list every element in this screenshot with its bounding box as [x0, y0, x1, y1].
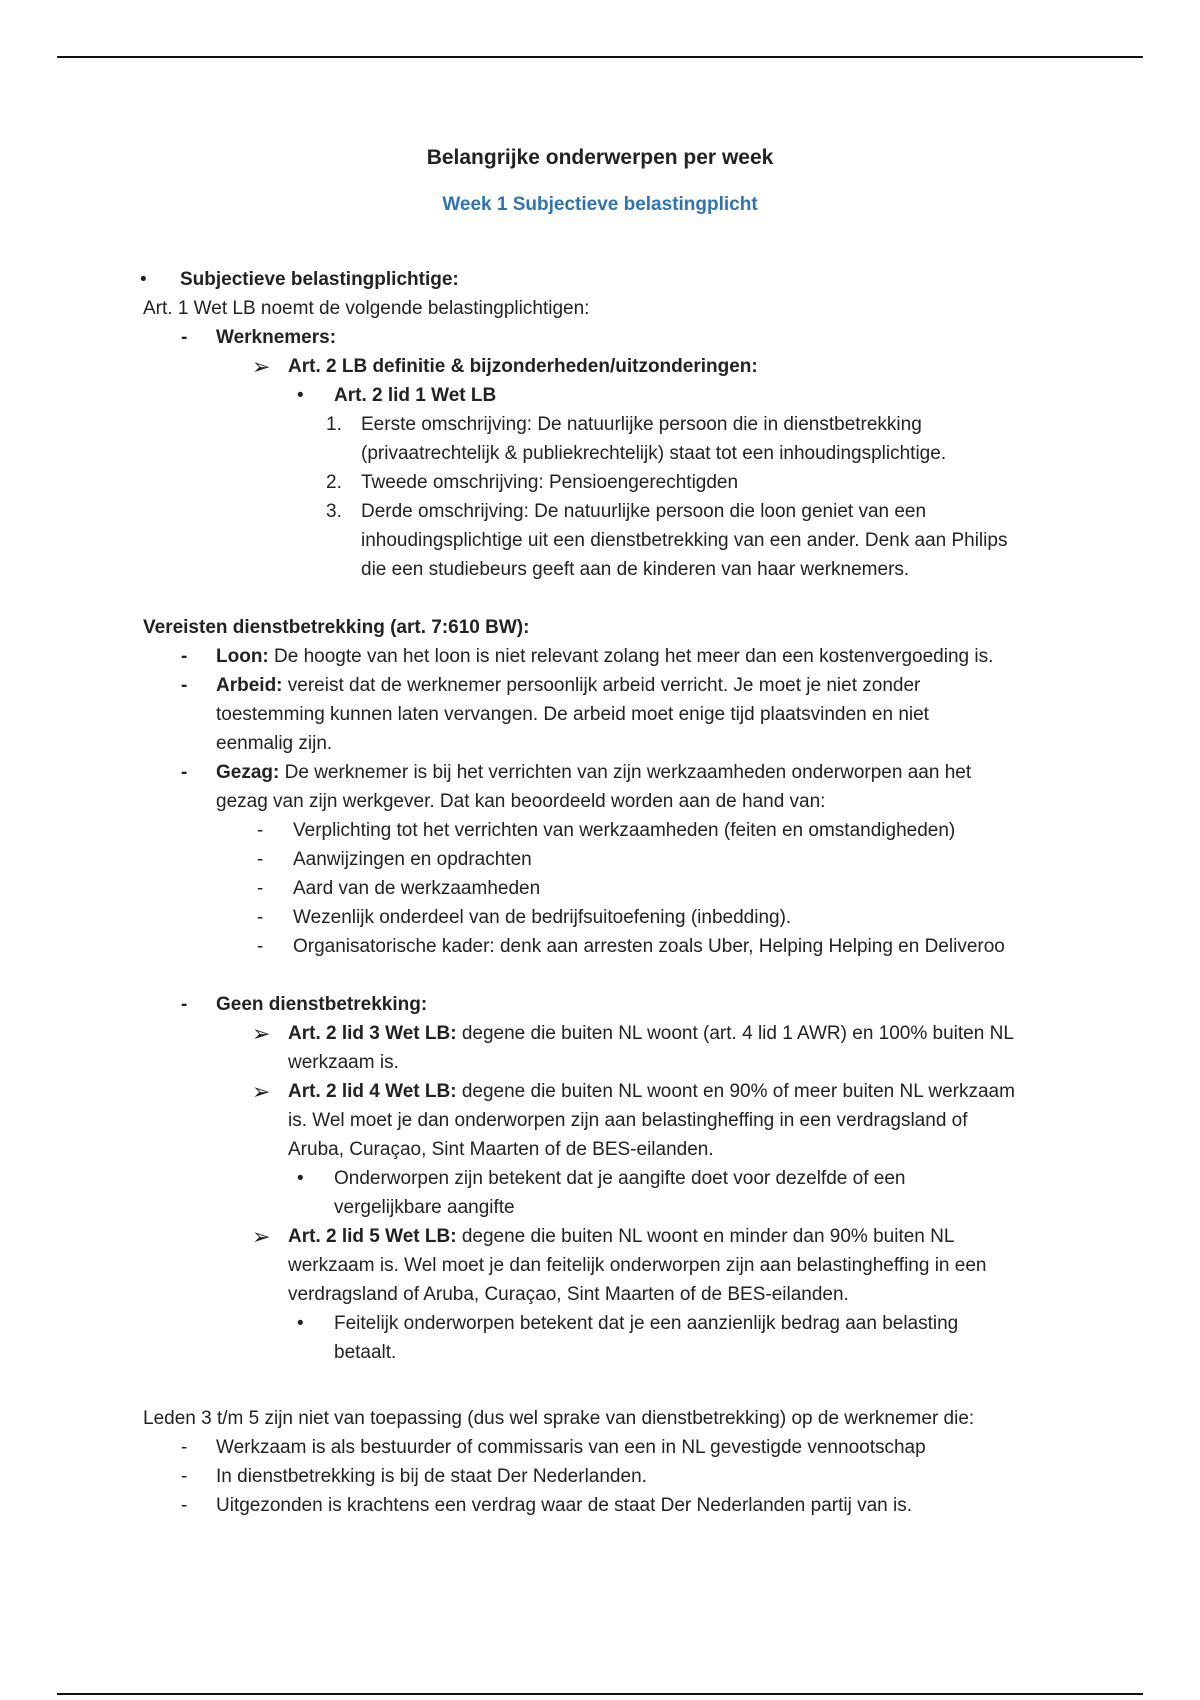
dash-marker: - — [181, 1495, 188, 1516]
list-item-text — [288, 1080, 1015, 1104]
list-item-text: inhoudingsplichtige uit een dienstbetrekking van een ander. Denk aan Philips — [361, 530, 1008, 551]
sub-list-item: Feitelijk onderworpen betekent dat je een aanzienlijk bedrag aan belasting — [334, 1313, 959, 1334]
sub-list-item: Verplichting tot het verrichten van werkzaamheden (feiten en omstandigheden) — [293, 820, 956, 841]
bullet-marker: • — [140, 269, 147, 290]
list-item-text: Uitgezonden is krachtens een verdrag waar de staat Der Nederlanden partij van is. — [216, 1495, 912, 1516]
sub-list-item: Onderworpen zijn betekent dat je aangifte doet voor dezelfde of een — [334, 1168, 906, 1189]
dash-marker: - — [181, 1466, 188, 1487]
list-number: 1. — [326, 414, 342, 435]
list-item-text: verdragsland of Aruba, Curaçao, Sint Maarten of de BES-eilanden. — [288, 1284, 849, 1305]
item-text: degene die buiten NL woont (art. 4 lid 1 AWR) en 100% buiten NL — [456, 1023, 1014, 1044]
dash-marker: - — [181, 762, 188, 783]
dash-marker: - — [181, 1437, 188, 1458]
list-item-text: die een studiebeurs geeft aan de kinderen van haar werknemers. — [361, 559, 910, 580]
list-item-text: (privaatrechtelijk & publiekrechtelijk) staat tot een inhoudingsplichtige. — [361, 443, 947, 464]
list-item-text — [216, 645, 993, 669]
dash-marker: - — [181, 327, 188, 348]
sub-list-item: Wezenlijk onderdeel van de bedrijfsuitoefening (inbedding). — [293, 907, 792, 928]
sub-list-item: Aard van de werkzaamheden — [293, 878, 541, 899]
item-text: degene die buiten NL woont en minder dan 90% buiten NL — [456, 1226, 955, 1247]
item-label: Loon: — [216, 646, 269, 667]
list-item-text: werkzaam is. Wel moet je dan feitelijk onderworpen zijn aan belastingheffing in een — [288, 1255, 987, 1276]
item-text: De hoogte van het loon is niet relevant zolang het meer dan een kostenvergoeding is. — [268, 646, 994, 667]
list-number: 2. — [326, 472, 342, 493]
dash-marker: - — [181, 646, 188, 667]
list-item-text — [288, 1225, 954, 1249]
paragraph: Leden 3 t/m 5 zijn niet van toepassing (dus wel sprake van dienstbetrekking) op de werknemer die: — [143, 1408, 975, 1429]
list-item-text: In dienstbetrekking is bij de staat Der Nederlanden. — [216, 1466, 647, 1487]
page-subtitle: Week 1 Subjectieve belastingplicht — [442, 194, 758, 215]
list-item-text — [216, 674, 920, 698]
top-rule — [57, 56, 1143, 58]
bottom-rule — [57, 1693, 1143, 1695]
item-label: Arbeid: — [216, 675, 283, 696]
list-item-label: Werknemers: — [216, 327, 337, 348]
dash-marker: - — [257, 907, 264, 928]
list-item-text: Eerste omschrijving: De natuurlijke persoon die in dienstbetrekking — [361, 414, 922, 435]
item-text: degene die buiten NL woont en 90% of meer buiten NL werkzaam — [456, 1081, 1015, 1102]
list-item-text: toestemming kunnen laten vervangen. De arbeid moet enige tijd plaatsvinden en niet — [216, 704, 929, 725]
section-heading: Subjectieve belastingplichtige: — [180, 269, 459, 290]
list-item-text — [216, 761, 971, 785]
item-label: Gezag: — [216, 762, 280, 783]
list-item-text — [288, 1022, 1014, 1046]
sub-list-item: Aanwijzingen en opdrachten — [293, 849, 532, 870]
list-item-label: Art. 2 lid 1 Wet LB — [334, 385, 497, 406]
list-item-text: Werkzaam is als bestuurder of commissaris van een in NL gevestigde vennootschap — [216, 1437, 926, 1458]
dash-marker: - — [257, 820, 264, 841]
item-text: De werknemer is bij het verrichten van zijn werkzaamheden onderworpen aan het — [279, 762, 972, 783]
item-label: Art. 2 lid 3 Wet LB: — [288, 1023, 457, 1044]
list-item-text: werkzaam is. — [288, 1052, 399, 1073]
paragraph: Art. 1 Wet LB noemt de volgende belastingplichtigen: — [143, 298, 590, 319]
arrow-bullet-icon: ➢ — [252, 1079, 271, 1104]
item-text: vereist dat de werknemer persoonlijk arbeid verricht. Je moet je niet zonder — [282, 675, 921, 696]
list-item-text: gezag van zijn werkgever. Dat kan beoordeeld worden aan de hand van: — [216, 791, 826, 812]
list-item-text: eenmalig zijn. — [216, 733, 333, 754]
dash-marker: - — [257, 936, 264, 957]
bullet-marker: • — [297, 1313, 304, 1334]
arrow-bullet-icon: ➢ — [252, 1224, 271, 1249]
dash-marker: - — [257, 849, 264, 870]
list-item-label: Geen dienstbetrekking: — [216, 994, 428, 1015]
bullet-marker: • — [297, 385, 304, 406]
list-item-text: Tweede omschrijving: Pensioengerechtigden — [361, 472, 739, 493]
sub-list-item: vergelijkbare aangifte — [334, 1197, 515, 1218]
section-heading: Vereisten dienstbetrekking (art. 7:610 BW): — [143, 617, 530, 638]
bullet-marker: • — [297, 1168, 304, 1189]
list-item-text: Derde omschrijving: De natuurlijke persoon die loon geniet van een — [361, 501, 927, 522]
sub-list-item: Organisatorische kader: denk aan arresten zoals Uber, Helping Helping en Deliveroo — [293, 936, 1005, 957]
list-item-label: Art. 2 LB definitie & bijzonderheden/uitzonderingen: — [288, 356, 758, 377]
item-label: Art. 2 lid 4 Wet LB: — [288, 1081, 457, 1102]
dash-marker: - — [257, 878, 264, 899]
dash-marker: - — [181, 675, 188, 696]
item-label: Art. 2 lid 5 Wet LB: — [288, 1226, 457, 1247]
list-item-text: Aruba, Curaçao, Sint Maarten of de BES-eilanden. — [288, 1139, 714, 1160]
page-title: Belangrijke onderwerpen per week — [426, 146, 774, 169]
list-number: 3. — [326, 501, 342, 522]
sub-list-item: betaalt. — [334, 1342, 397, 1363]
list-item-text: is. Wel moet je dan onderworpen zijn aan belastingheffing in een verdragsland of — [288, 1110, 968, 1131]
dash-marker: - — [181, 994, 188, 1015]
arrow-bullet-icon: ➢ — [252, 1021, 271, 1046]
arrow-bullet-icon: ➢ — [252, 354, 271, 379]
